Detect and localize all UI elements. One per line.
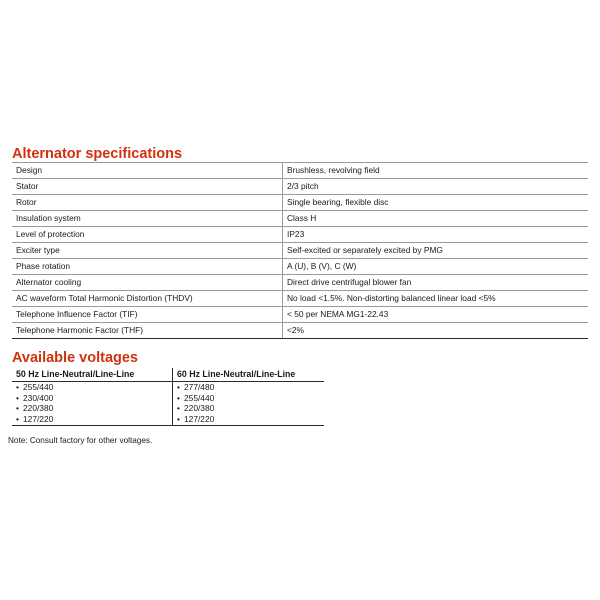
spec-value: Brushless, revolving field [283,163,589,179]
table-row [12,414,324,426]
voltage-60hz-cell [173,382,325,393]
voltage-50hz-cell [12,382,173,393]
voltage-60hz: 277/480 [184,382,215,392]
spec-value: IP23 [283,227,589,243]
spec-parameter: Telephone Harmonic Factor (THF) [12,323,283,339]
voltage-60hz-cell [173,393,325,404]
bullet-icon: • [16,382,19,392]
voltage-50hz: 255/440 [23,382,54,392]
voltage-60hz-cell [173,403,325,414]
table-header-row [12,368,324,382]
table-row [12,259,588,275]
spec-value: 2/3 pitch [283,179,589,195]
spec-parameter: Design [12,163,283,179]
table-row [12,227,588,243]
bullet-icon: • [16,392,19,403]
spec-parameter: Exciter type [12,243,283,259]
column-header-60hz: 60 Hz Line-Neutral/Line-Line [173,368,325,382]
spec-parameter: Alternator cooling [12,275,283,291]
bullet-icon: • [177,382,180,392]
bullet-icon: • [177,403,180,413]
voltage-50hz: 220/380 [23,403,54,413]
table-row [12,179,588,195]
table-row [12,275,588,291]
alternator-specifications-heading: Alternator specifications [12,146,183,162]
spec-value: A (U), B (V), C (W) [283,259,589,275]
table-row [12,211,588,227]
available-voltages-table [12,368,324,426]
spec-value: Self-excited or separately excited by PMG [283,243,589,259]
table-row [12,291,588,307]
table-row [12,195,588,211]
voltage-60hz: 255/440 [184,392,215,403]
table-row [12,403,324,414]
spec-value: Class H [283,211,589,227]
voltage-60hz-cell [173,414,325,426]
available-voltages-heading: Available voltages [12,350,138,366]
table-row [12,163,588,179]
table-row [12,382,324,393]
spec-value: No load <1.5%. Non-distorting balanced linear load <5% [283,291,589,307]
bullet-icon: • [16,403,19,413]
voltage-50hz: 127/220 [23,413,54,424]
voltage-50hz: 230/400 [23,392,54,403]
voltage-50hz-cell [12,414,173,426]
spec-parameter: Rotor [12,195,283,211]
spec-parameter: AC waveform Total Harmonic Distortion (THDV) [12,291,283,307]
alternator-specifications-table [12,162,588,339]
voltage-note: Note: Consult factory for other voltages. [8,436,153,445]
bullet-icon: • [16,413,19,424]
spec-value: Direct drive centrifugal blower fan [283,275,589,291]
spec-parameter: Insulation system [12,211,283,227]
table-row [12,307,588,323]
spec-value: <2% [283,323,589,339]
table-row [12,393,324,404]
table-row [12,243,588,259]
column-header-50hz: 50 Hz Line-Neutral/Line-Line [12,368,173,382]
spec-value: < 50 per NEMA MG1-22.43 [283,307,589,323]
bullet-icon: • [177,413,180,424]
voltage-50hz-cell [12,393,173,404]
voltage-50hz-cell [12,403,173,414]
spec-parameter: Stator [12,179,283,195]
spec-parameter: Telephone Influence Factor (TIF) [12,307,283,323]
bullet-icon: • [177,392,180,403]
spec-value: Single bearing, flexible disc [283,195,589,211]
spec-parameter: Phase rotation [12,259,283,275]
table-row [12,323,588,339]
spec-parameter: Level of protection [12,227,283,243]
voltage-60hz: 220/380 [184,403,215,413]
voltage-60hz: 127/220 [184,413,215,424]
